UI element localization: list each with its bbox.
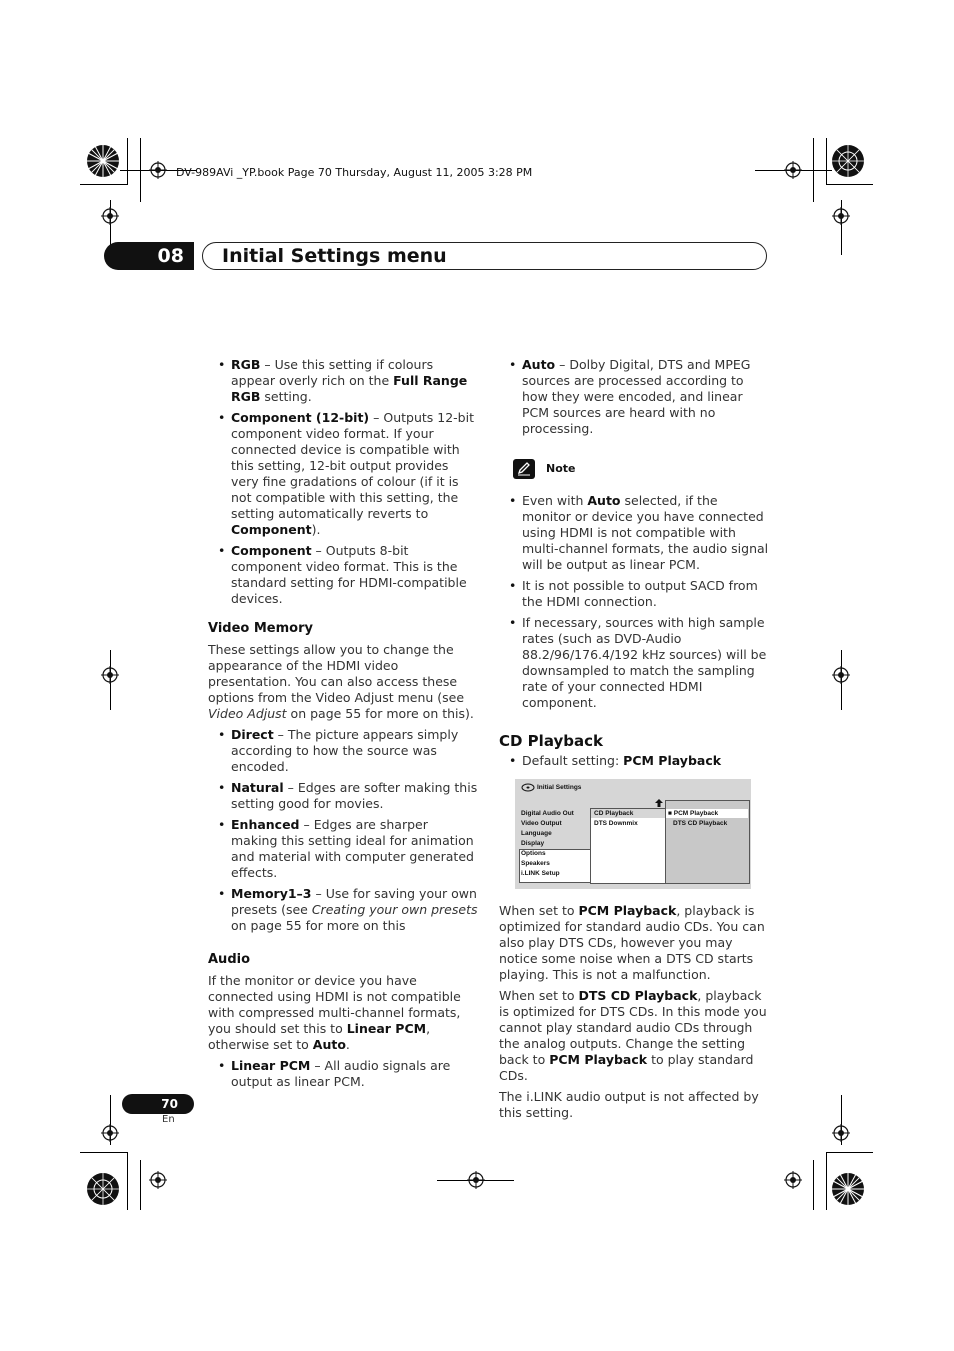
list-item: • Even with Auto selected, if the monitor or device you have connected using HDMI is not compatible with multi-channel formats, the audio signal will be output as linear PCM. (499, 493, 769, 573)
registration-wheel-icon (86, 1172, 120, 1206)
note-header (499, 459, 769, 479)
right-column (499, 357, 769, 1126)
osd-menu-item: Speakers (521, 860, 550, 867)
video-memory-list (208, 727, 478, 934)
list-item: • It is not possible to output SACD from the HDMI connection. (499, 578, 769, 610)
crosshair-icon (784, 1171, 802, 1189)
crosshair-icon (101, 1124, 119, 1142)
osd-menu-item: Digital Audio Out (521, 810, 574, 817)
crosshair-icon (784, 161, 802, 179)
cd-playback-heading: CD Playback (499, 732, 603, 750)
osd-submenu-item-selected: CD Playback (594, 810, 634, 817)
list-item: • Enhanced – Edges are sharper making this setting ideal for animation and material with computer generated effects. (208, 817, 478, 881)
pcm-paragraph: When set to PCM Playback, playback is optimized for standard audio CDs. You can also play DTS CDs, however you may notice some noise when a DTS CD starts playing. This is not a malfunction. (499, 903, 765, 982)
disc-icon (521, 783, 535, 792)
crosshair-icon (149, 1171, 167, 1189)
note-label: Note (546, 462, 576, 475)
video-memory-heading: Video Memory (208, 621, 313, 636)
list-item: • Direct – The picture appears simply according to how the source was encoded. (208, 727, 478, 775)
audio-list-cont (499, 357, 769, 437)
list-item: • If necessary, sources with high sample rates (such as DVD-Audio 88.2/96/176.4/192 kHz sources) will be downsampled to match the sampling rate of your connected HDMI component. (499, 615, 769, 711)
crosshair-icon (149, 161, 167, 179)
initial-settings-screen (515, 779, 751, 889)
list-item: • Auto – Dolby Digital, DTS and MPEG sources are processed according to how they were encoded, and linear PCM sources are heard with no processing. (499, 357, 769, 437)
audio-paragraph: If the monitor or device you have connected using HDMI is not compatible with compressed multi-channel formats, you should set this to Linear PCM, otherwise set to Auto. (208, 973, 461, 1052)
cd-default-list (499, 753, 769, 769)
arrow-up-icon (655, 799, 663, 807)
osd-title: Initial Settings (537, 784, 582, 791)
osd-menu-item-selected: Options (521, 850, 546, 857)
crosshair-icon (832, 666, 850, 684)
osd-option-selected: ■ PCM Playback (668, 810, 719, 817)
pencil-icon (513, 459, 535, 479)
registration-wheel-icon (831, 144, 865, 178)
registration-wheel-icon (86, 144, 120, 178)
list-item: • Default setting: PCM Playback (499, 753, 769, 769)
chapter-title: Initial Settings menu (222, 245, 447, 267)
osd-menu-item: Display (521, 840, 545, 847)
ilink-paragraph: The i.LINK audio output is not affected by this setting. (499, 1089, 759, 1120)
crosshair-icon (101, 666, 119, 684)
list-item: • Component – Outputs 8-bit component video format. This is the standard setting for HDMI-compatible devices. (208, 543, 478, 607)
list-item: • Natural – Edges are softer making this setting good for movies. (208, 780, 478, 812)
osd-option: DTS CD Playback (673, 820, 728, 827)
list-item: • Memory1–3 – Use for saving your own presets (see Creating your own presets on page 55 for more on this (208, 886, 478, 934)
osd-menu-item: Video Output (521, 820, 562, 827)
left-column (208, 357, 478, 1095)
audio-heading: Audio (208, 952, 251, 967)
registration-wheel-icon (831, 1172, 865, 1206)
audio-list (208, 1058, 478, 1090)
note-list (499, 493, 769, 711)
list-item: • Linear PCM – All audio signals are output as linear PCM. (208, 1058, 478, 1090)
dts-paragraph: When set to DTS CD Playback, playback is optimized for DTS CDs. In this mode you cannot play standard audio CDs through the analog outputs. Change the setting back to PCM Playback to play standard CDs. (499, 988, 767, 1083)
list-item: • RGB – Use this setting if colours appear overly rich on the Full Range RGB setting. (208, 357, 478, 405)
list-item: • Component (12-bit) – Outputs 12-bit component video format. If your connected device is compatible with this setting, 12-bit output provides very fine gradations of colour (if it is not compatible with this setting, the setting automatically reverts to Component). (208, 410, 478, 538)
crosshair-icon (101, 207, 119, 225)
osd-menu-item: Language (521, 830, 552, 837)
chapter-number: 08 (104, 242, 194, 270)
video-output-list (208, 357, 478, 607)
crosshair-icon (832, 207, 850, 225)
page-language: En (162, 1114, 175, 1125)
file-header: DV-989AVi _YP.book Page 70 Thursday, August 11, 2005 3:28 PM (176, 166, 533, 179)
osd-submenu-item: DTS Downmix (594, 820, 638, 827)
crosshair-icon (832, 1124, 850, 1142)
crosshair-icon (467, 1171, 485, 1189)
page-number: 70 (122, 1094, 194, 1114)
video-memory-paragraph: These settings allow you to change the appearance of the HDMI video presentation. You can also access these options from the Video Adjust menu (see Video Adjust on page 55 for more on this). (208, 642, 474, 721)
osd-menu-item: i.LINK Setup (521, 870, 560, 877)
